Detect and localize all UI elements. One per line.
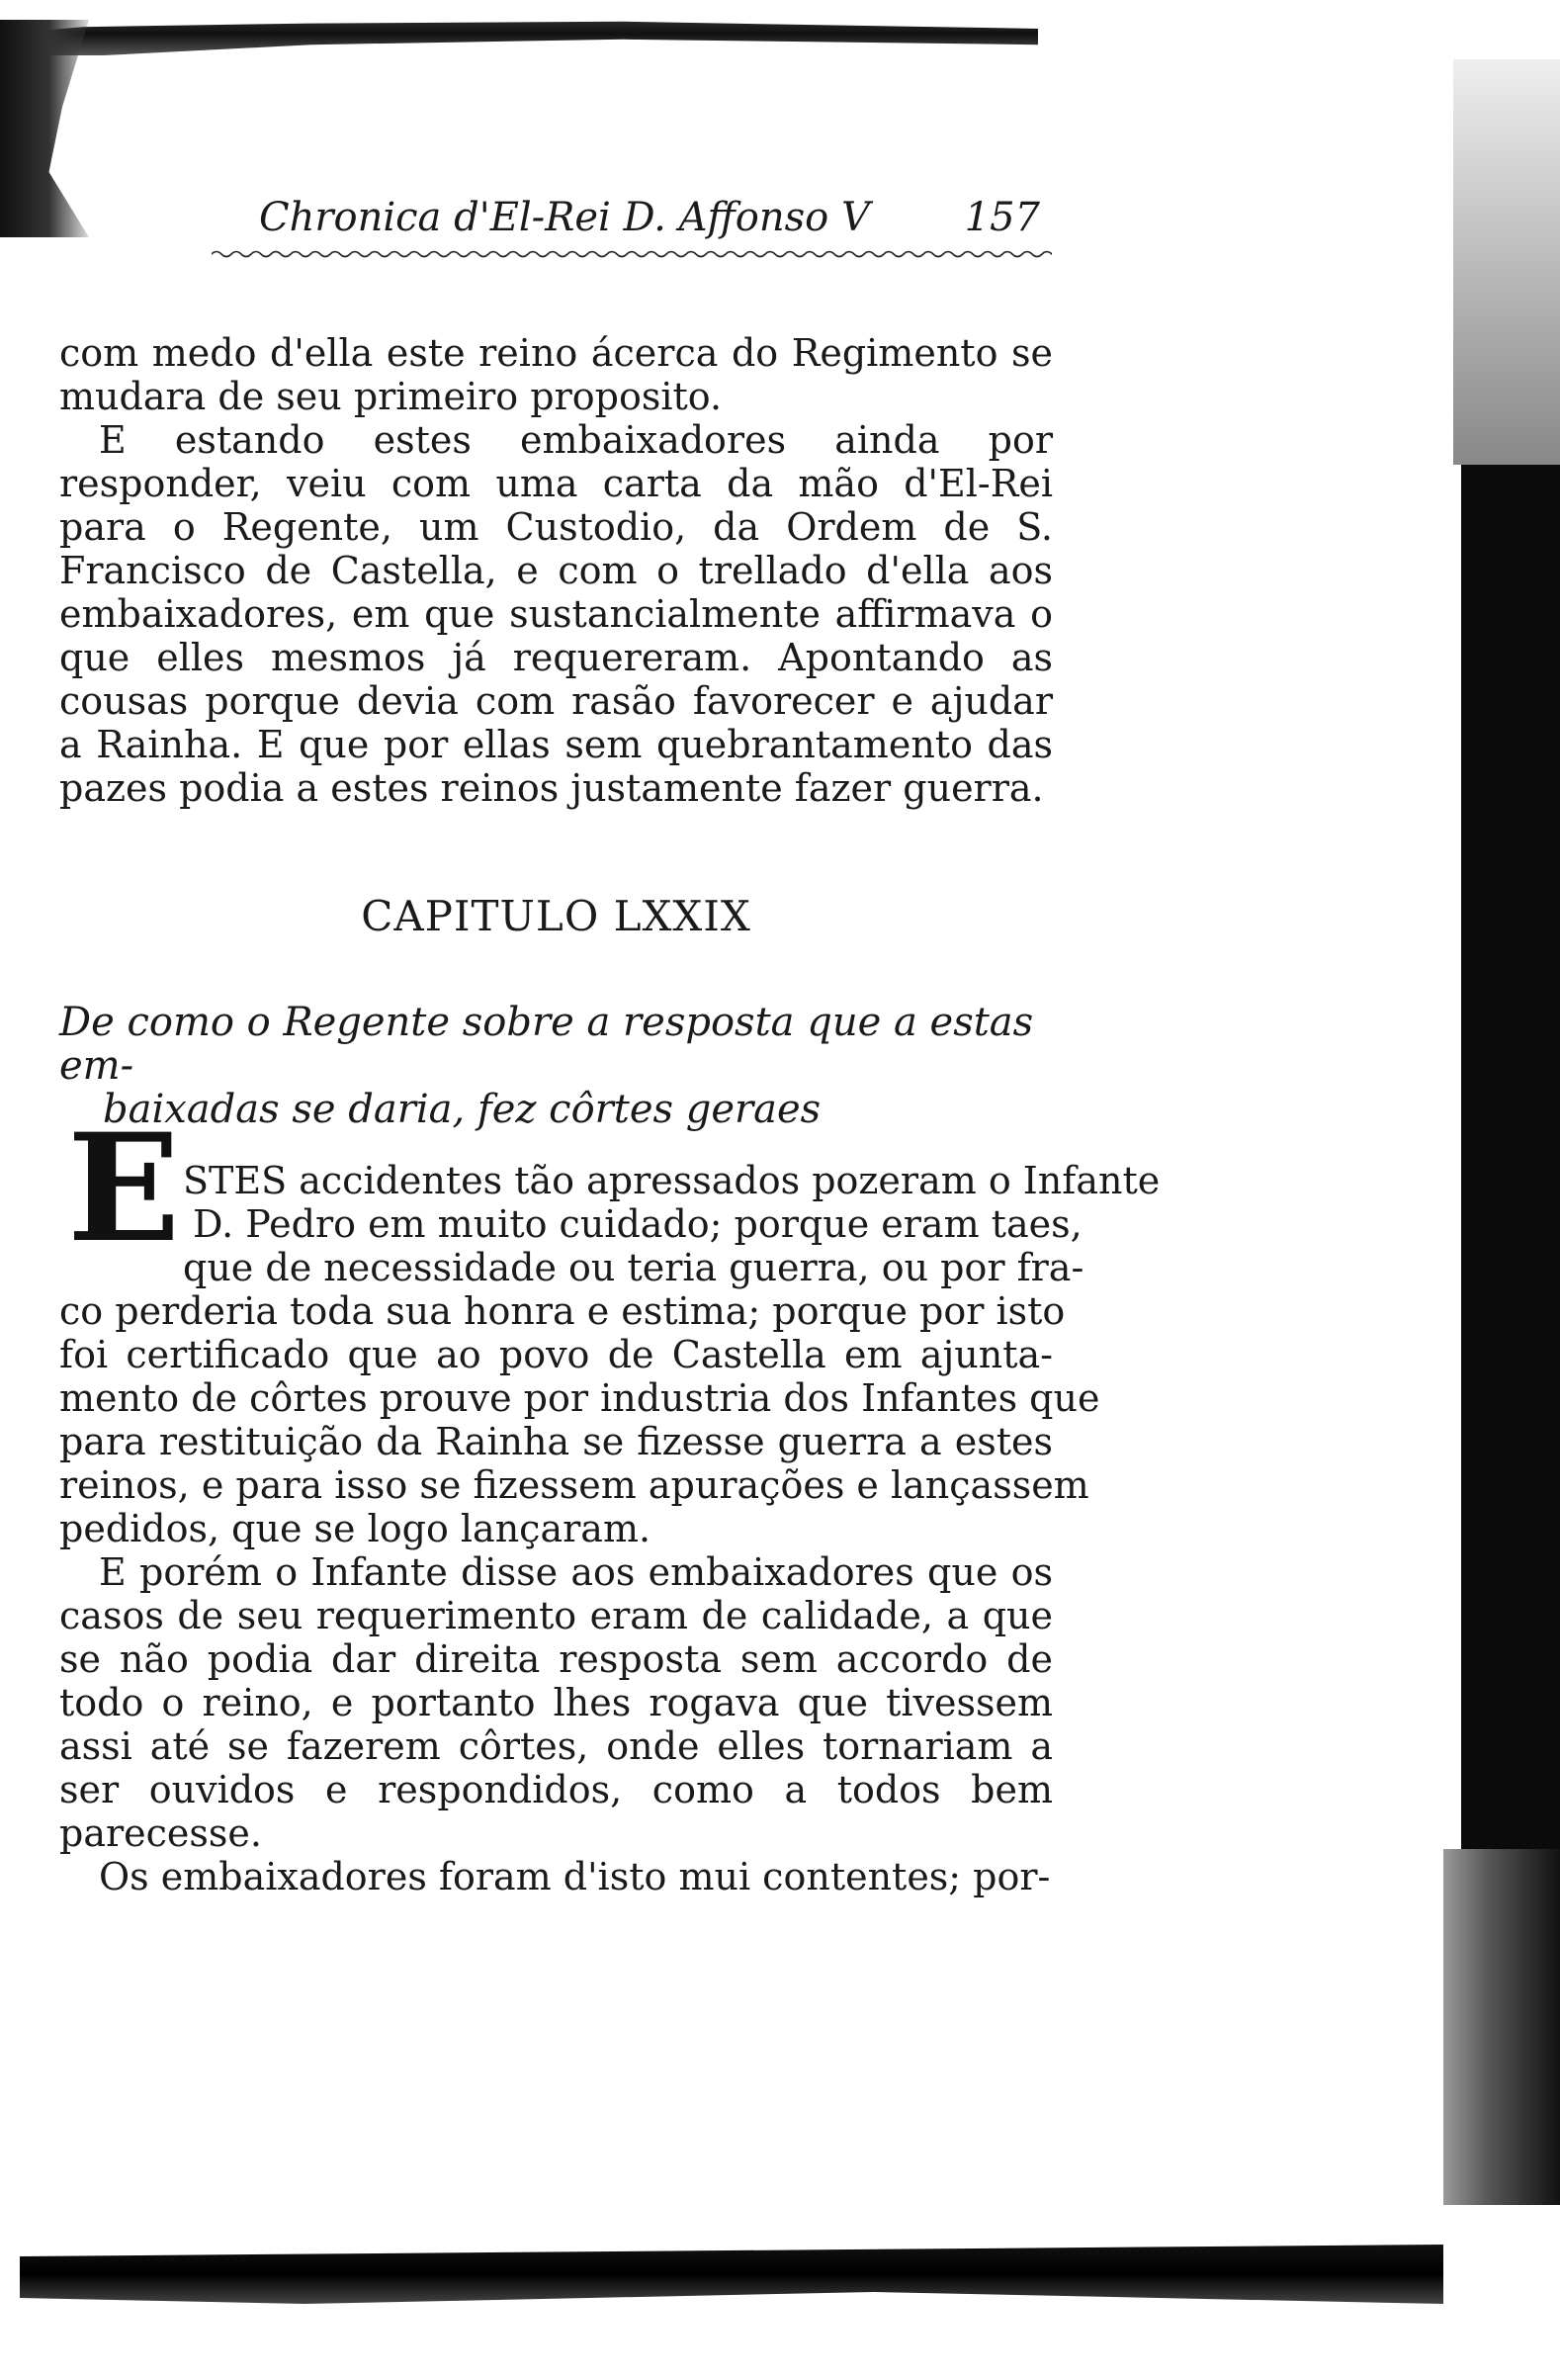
text-line: mento de côrtes prouve por industria dos Infantes que [59, 1376, 1100, 1420]
scan-shadow-right-top [1453, 59, 1560, 465]
text-line: co perderia toda sua honra e estima; porque por isto [59, 1289, 1066, 1333]
chapter-paragraph-1 [59, 1159, 1161, 1550]
text-line: pedidos, que se logo lançaram. [59, 1507, 651, 1550]
chapter-subtitle-line-1: De como o Regente sobre a resposta que a estas em- [59, 1000, 1034, 1089]
running-title: Chronica d'El-Rei D. Affonso V [259, 195, 870, 240]
small-caps-word: STES [183, 1159, 288, 1202]
text-line: foi certificado que ao povo de Castella em ajunta- [59, 1333, 1053, 1376]
wavy-rule [212, 249, 1052, 259]
line-text: accidentes tão apressados pozeram o Infante [287, 1159, 1161, 1202]
text-line: reinos, e para isso se fizessem apurações e lançassem [59, 1463, 1089, 1507]
running-header [259, 193, 1040, 242]
chapter-body-continued [59, 1550, 1053, 1898]
scan-shadow-right [1461, 465, 1560, 1849]
scan-shadow-left [0, 20, 89, 237]
text-line: para restituição da Rainha se fizesse guerra a estes [59, 1420, 1053, 1463]
page-number: 157 [964, 195, 1040, 240]
drop-cap: E [67, 1102, 181, 1276]
scan-shadow-top [0, 20, 1038, 55]
text-line: D. Pedro em muito cuidado; porque eram taes, [193, 1202, 1083, 1246]
text-line: que de necessidade ou teria guerra, ou por fra- [183, 1246, 1084, 1289]
intro-paragraph-2: E estando estes embaixadores ainda por responder, veiu com uma carta da mão d'El-Rei para o Regente, um Custodio, da Ordem de S. Francisco de Castella, e com o trellado d'ella aos embaixadores, em que sustancialmente affirmava o que elles mesmos já requereram. Apontando as cousas porque devia com rasão favorecer e ajudar a Rainha. E que por ellas sem quebrantamento das pazes podia a estes reinos justamente fazer guerra. [59, 418, 1053, 810]
intro-text [59, 331, 1053, 810]
intro-paragraph-1: com medo d'ella este reino ácerca do Regimento se mudara de seu primeiro proposito. [59, 331, 1053, 418]
scan-shadow-bottom [20, 2245, 1443, 2304]
scan-shadow-right-lower [1443, 1849, 1560, 2205]
chapter-subtitle [59, 1001, 1053, 1131]
chapter-subtitle-line-2: baixadas se daria, fez côrtes geraes [103, 1087, 822, 1132]
chapter-heading: CAPITULO LXXIX [361, 892, 751, 940]
text-line [59, 1159, 1161, 1202]
chapter-paragraph-2: E porém o Infante disse aos embaixadores que os casos de seu requerimento eram de calidade, a que se não podia dar direita resposta sem accordo de todo o reino, e portanto lhes rogava que tivessem assi até se fazerem côrtes, onde elles tornariam a ser ouvidos e respondidos, como a todos bem parecesse. [59, 1550, 1053, 1855]
chapter-paragraph-3: Os embaixadores foram d'isto mui contentes; por- [99, 1855, 1051, 1898]
